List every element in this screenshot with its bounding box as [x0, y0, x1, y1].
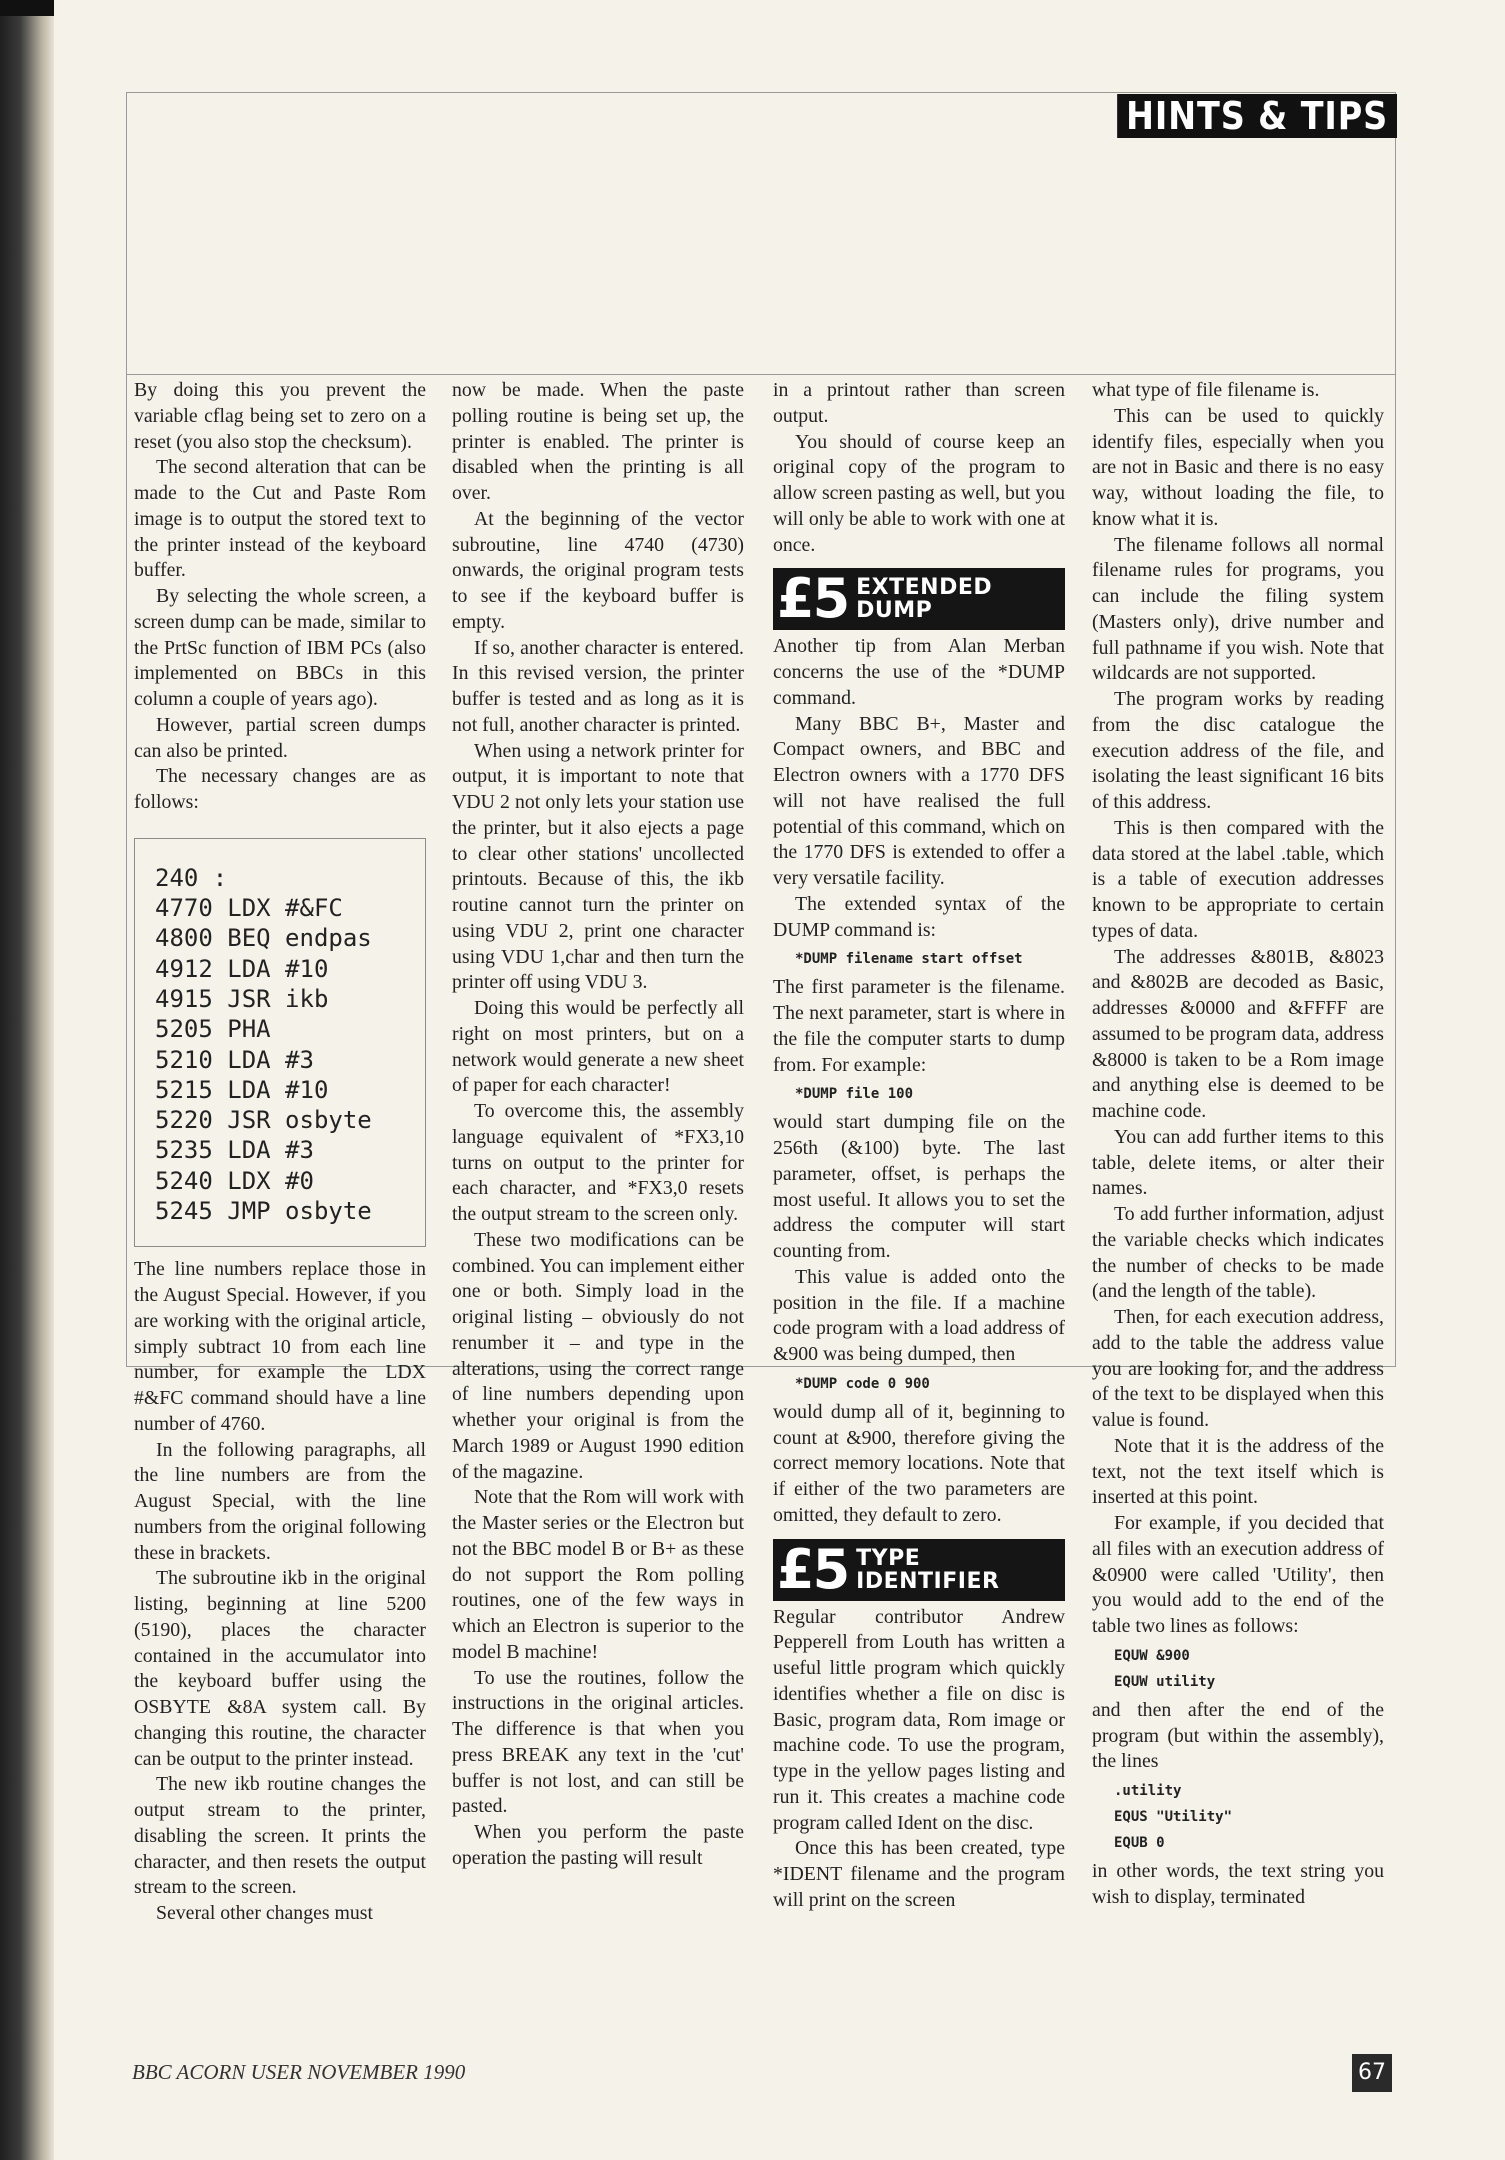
paragraph: and then after the end of the program (but within the assembly), the lines	[1092, 1698, 1384, 1773]
column-1	[134, 378, 426, 1927]
code-listing-box	[134, 838, 426, 1248]
paragraph: At the beginning of the vector subroutine, line 4740 (4730) onwards, the original program tests to see if the keyboard buffer is empty.	[452, 507, 744, 633]
binding-spine-top	[0, 0, 54, 16]
paragraph: When using a network printer for output, it is important to note that VDU 2 not only lets your station use the printer, but it also ejects a page to clear other stations' uncollected printouts. Because of this, the ikb routine cannot turn the printer on using VDU 2, print one character using VDU 1,char and then turn the printer off using VDU 3.	[452, 739, 744, 994]
paragraph: Then, for each execution address, add to the table the address value you are looking for, and the address of the text to be displayed when this value is found.	[1092, 1306, 1384, 1431]
paragraph: The program works by reading from the disc catalogue the execution address of the file, and isolating the least significant 16 bits of this address.	[1092, 688, 1384, 813]
paragraph: would dump all of it, beginning to count at &900, therefore giving the correct memory locations. Note that if either of the two parameters are omitted, they default to zero.	[773, 1400, 1065, 1526]
paragraph: In the following paragraphs, all the line numbers are from the August Special, with the line numbers from the original following these in brackets.	[134, 1438, 426, 1564]
code-line: 5215 LDA #10	[155, 1075, 329, 1104]
paragraph: Many BBC B+, Master and Compact owners, and BBC and Electron owners with a 1770 DFS will not have realised the full potential of this command, which on the 1770 DFS is extended to offer a very versatile facility.	[773, 712, 1065, 889]
code-line: 5245 JMP osbyte	[155, 1197, 372, 1226]
command-example: EQUW utility	[1114, 1673, 1216, 1690]
code-line: 5240 LDX #0	[155, 1166, 314, 1195]
tip-heading-extended-dump	[773, 568, 1065, 630]
paragraph: The second alteration that can be made to the Cut and Paste Rom image is to output the stored text to the printer instead of the keyboard buffer.	[134, 456, 426, 582]
section-title: HINTS & TIPS	[1117, 94, 1397, 138]
paragraph: Note that it is the address of the text, not the text itself which is inserted at this point.	[1092, 1434, 1384, 1509]
paragraph: in a printout rather than screen output.	[773, 379, 1065, 427]
code-line: 5235 LDA #3	[155, 1136, 314, 1165]
paragraph: By doing this you prevent the variable cflag being set to zero on a reset (you also stop the checksum).	[134, 379, 426, 453]
binding-spine	[0, 0, 54, 2160]
code-line: 5210 LDA #3	[155, 1045, 314, 1074]
code-line: 4915 JSR ikb	[155, 984, 329, 1013]
paragraph: Once this has been created, type *IDENT filename and the program will print on the screen	[773, 1837, 1065, 1911]
paragraph: To overcome this, the assembly language equivalent of *FX3,10 turns on output to the printer for each character, and *FX3,0 resets the output stream to the screen only.	[452, 1100, 744, 1225]
paragraph: The extended syntax of the DUMP command is:	[773, 892, 1065, 941]
tip-heading-type-identifier	[773, 1539, 1065, 1601]
column-4	[1092, 378, 1384, 1911]
code-line: 5220 JSR osbyte	[155, 1106, 372, 1135]
paragraph: Another tip from Alan Merban concerns the use of the *DUMP command.	[773, 635, 1065, 709]
paragraph: in other words, the text string you wish to display, terminated	[1092, 1860, 1384, 1908]
tip-title: TYPE IDENTIFIER	[856, 1545, 1000, 1594]
paragraph: The addresses &801B, &8023 and &802B are decoded as Basic, addresses &0000 and &FFFF are assumed to be program data, address &8000 is taken to be a Rom image and anything else is deemed to be machine code.	[1092, 945, 1384, 1122]
code-line: 5205 PHA	[155, 1015, 271, 1044]
paragraph: what type of file filename is.	[1092, 379, 1320, 401]
paragraph: The line numbers replace those in the August Special. However, if you are working with the original article, simply subtract 10 from each line number, for example the LDX #&FC command should have a line number of 4760.	[134, 1258, 426, 1435]
code-line: 240 :	[155, 863, 228, 892]
paragraph: If so, another character is entered. In this revised version, the printer buffer is tested and as long as it is not full, another character is printed.	[452, 636, 744, 736]
paragraph: By selecting the whole screen, a screen dump can be made, similar to the PrtSc function of IBM PCs (also implemented on BBCs in this column a couple of years ago).	[134, 585, 426, 710]
command-example: *DUMP file 100	[795, 1086, 914, 1103]
page-number: 67	[1352, 2054, 1392, 2092]
paragraph: The first parameter is the filename. The next parameter, start is where in the file the computer starts to dump from. For example:	[773, 976, 1065, 1076]
code-line: 4912 LDA #10	[155, 954, 329, 983]
paragraph: To use the routines, follow the instructions in the original articles. The difference is that when you press BREAK any text in the 'cut' buffer is not lost, and can still be pasted.	[452, 1666, 744, 1818]
tip-title: EXTENDED DUMP	[856, 575, 993, 624]
command-example: .utility	[1114, 1783, 1182, 1799]
prize-label: £5	[777, 1537, 849, 1601]
paragraph: The subroutine ikb in the original listing, beginning at line 5200 (5190), places the character contained in the accumulator into the keyboard buffer using the OSBYTE &8A system call. By changing this routine, the character can be output to the printer instead.	[134, 1567, 426, 1770]
command-example: EQUB 0	[1114, 1835, 1165, 1851]
paragraph: now be made. When the paste polling routine is being set up, the printer is enabled. The printer is disabled when the printing is all over.	[452, 379, 744, 504]
figure-frame-rule	[126, 374, 1396, 375]
command-example: *DUMP code 0 900	[795, 1375, 930, 1392]
magazine-footer: BBC ACORN USER NOVEMBER 1990	[132, 2060, 466, 2084]
paragraph: The necessary changes are as follows:	[134, 765, 426, 813]
paragraph: You can add further items to this table, delete items, or alter their names.	[1092, 1125, 1384, 1200]
column-3	[773, 378, 1065, 1914]
paragraph: This is then compared with the data stored at the label .table, which is a table of execution addresses known to be appropriate to certain types of data.	[1092, 816, 1384, 942]
paragraph: Note that the Rom will work with the Master series or the Electron but not the BBC model B or B+ as these do not support the Rom polling routines, one of the few ways in which an Electron is superior to the model B machine!	[452, 1486, 744, 1663]
paragraph: The new ikb routine changes the output stream to the printer, disabling the screen. It prints the character, and then resets the output stream to the screen.	[134, 1773, 426, 1899]
prize-label: £5	[777, 567, 849, 631]
code-line: 4770 LDX #&FC	[155, 894, 343, 923]
paragraph: These two modifications can be combined. You can implement either one or both. Simply load in the original listing – obviously do not renumber it – and type in the alterations, using the correct range of line numbers depending upon whether your original is from the March 1989 or August 1990 edition of the magazine.	[452, 1228, 744, 1483]
paragraph: However, partial screen dumps can also be printed.	[134, 713, 426, 762]
paragraph: Doing this would be perfectly all right on most printers, but on a network would generate a new sheet of paper for each character!	[452, 997, 744, 1097]
code-line: 4800 BEQ endpas	[155, 924, 372, 953]
paragraph: For example, if you decided that all files with an execution address of &0900 were called 'Utility', then you would add to the end of the table two lines as follows:	[1092, 1512, 1384, 1637]
paragraph: The filename follows all normal filename rules for programs, you can include the filing system (Masters only), drive number and full pathname if you wish. Note that wildcards are not supported.	[1092, 533, 1384, 685]
paragraph: Several other changes must	[156, 1902, 373, 1925]
paragraph: To add further information, adjust the variable checks which indicates the number of checks to be made (and the length of the table).	[1092, 1203, 1384, 1303]
paragraph: You should of course keep an original copy of the program to allow screen pasting as well, but you will only be able to work with one at once.	[773, 430, 1065, 556]
command-example: *DUMP filename start offset	[795, 951, 1023, 968]
command-example: EQUW &900	[1114, 1647, 1190, 1664]
paragraph: This value is added onto the position in the file. If a machine code program with a load address of &900 was being dumped, then	[773, 1265, 1065, 1365]
command-example: EQUS "Utility"	[1114, 1809, 1233, 1825]
paragraph: This can be used to quickly identify files, especially when you are not in Basic and there is no easy way, without loading the file, to know what it is.	[1092, 404, 1384, 530]
paragraph: When you perform the paste operation the pasting will result	[452, 1821, 744, 1869]
paragraph: would start dumping file on the 256th (&100) byte. The last parameter, offset, is perhaps the most useful. It allows you to set the address the computer will start counting from.	[773, 1111, 1065, 1262]
column-2	[452, 378, 744, 1872]
paragraph: Regular contributor Andrew Pepperell from Louth has written a useful little program which quickly identifies whether a file on disc is Basic, program data, Rom image or machine code. To use the program, type in the yellow pages listing and run it. This creates a machine code program called Ident on the disc.	[773, 1605, 1065, 1834]
